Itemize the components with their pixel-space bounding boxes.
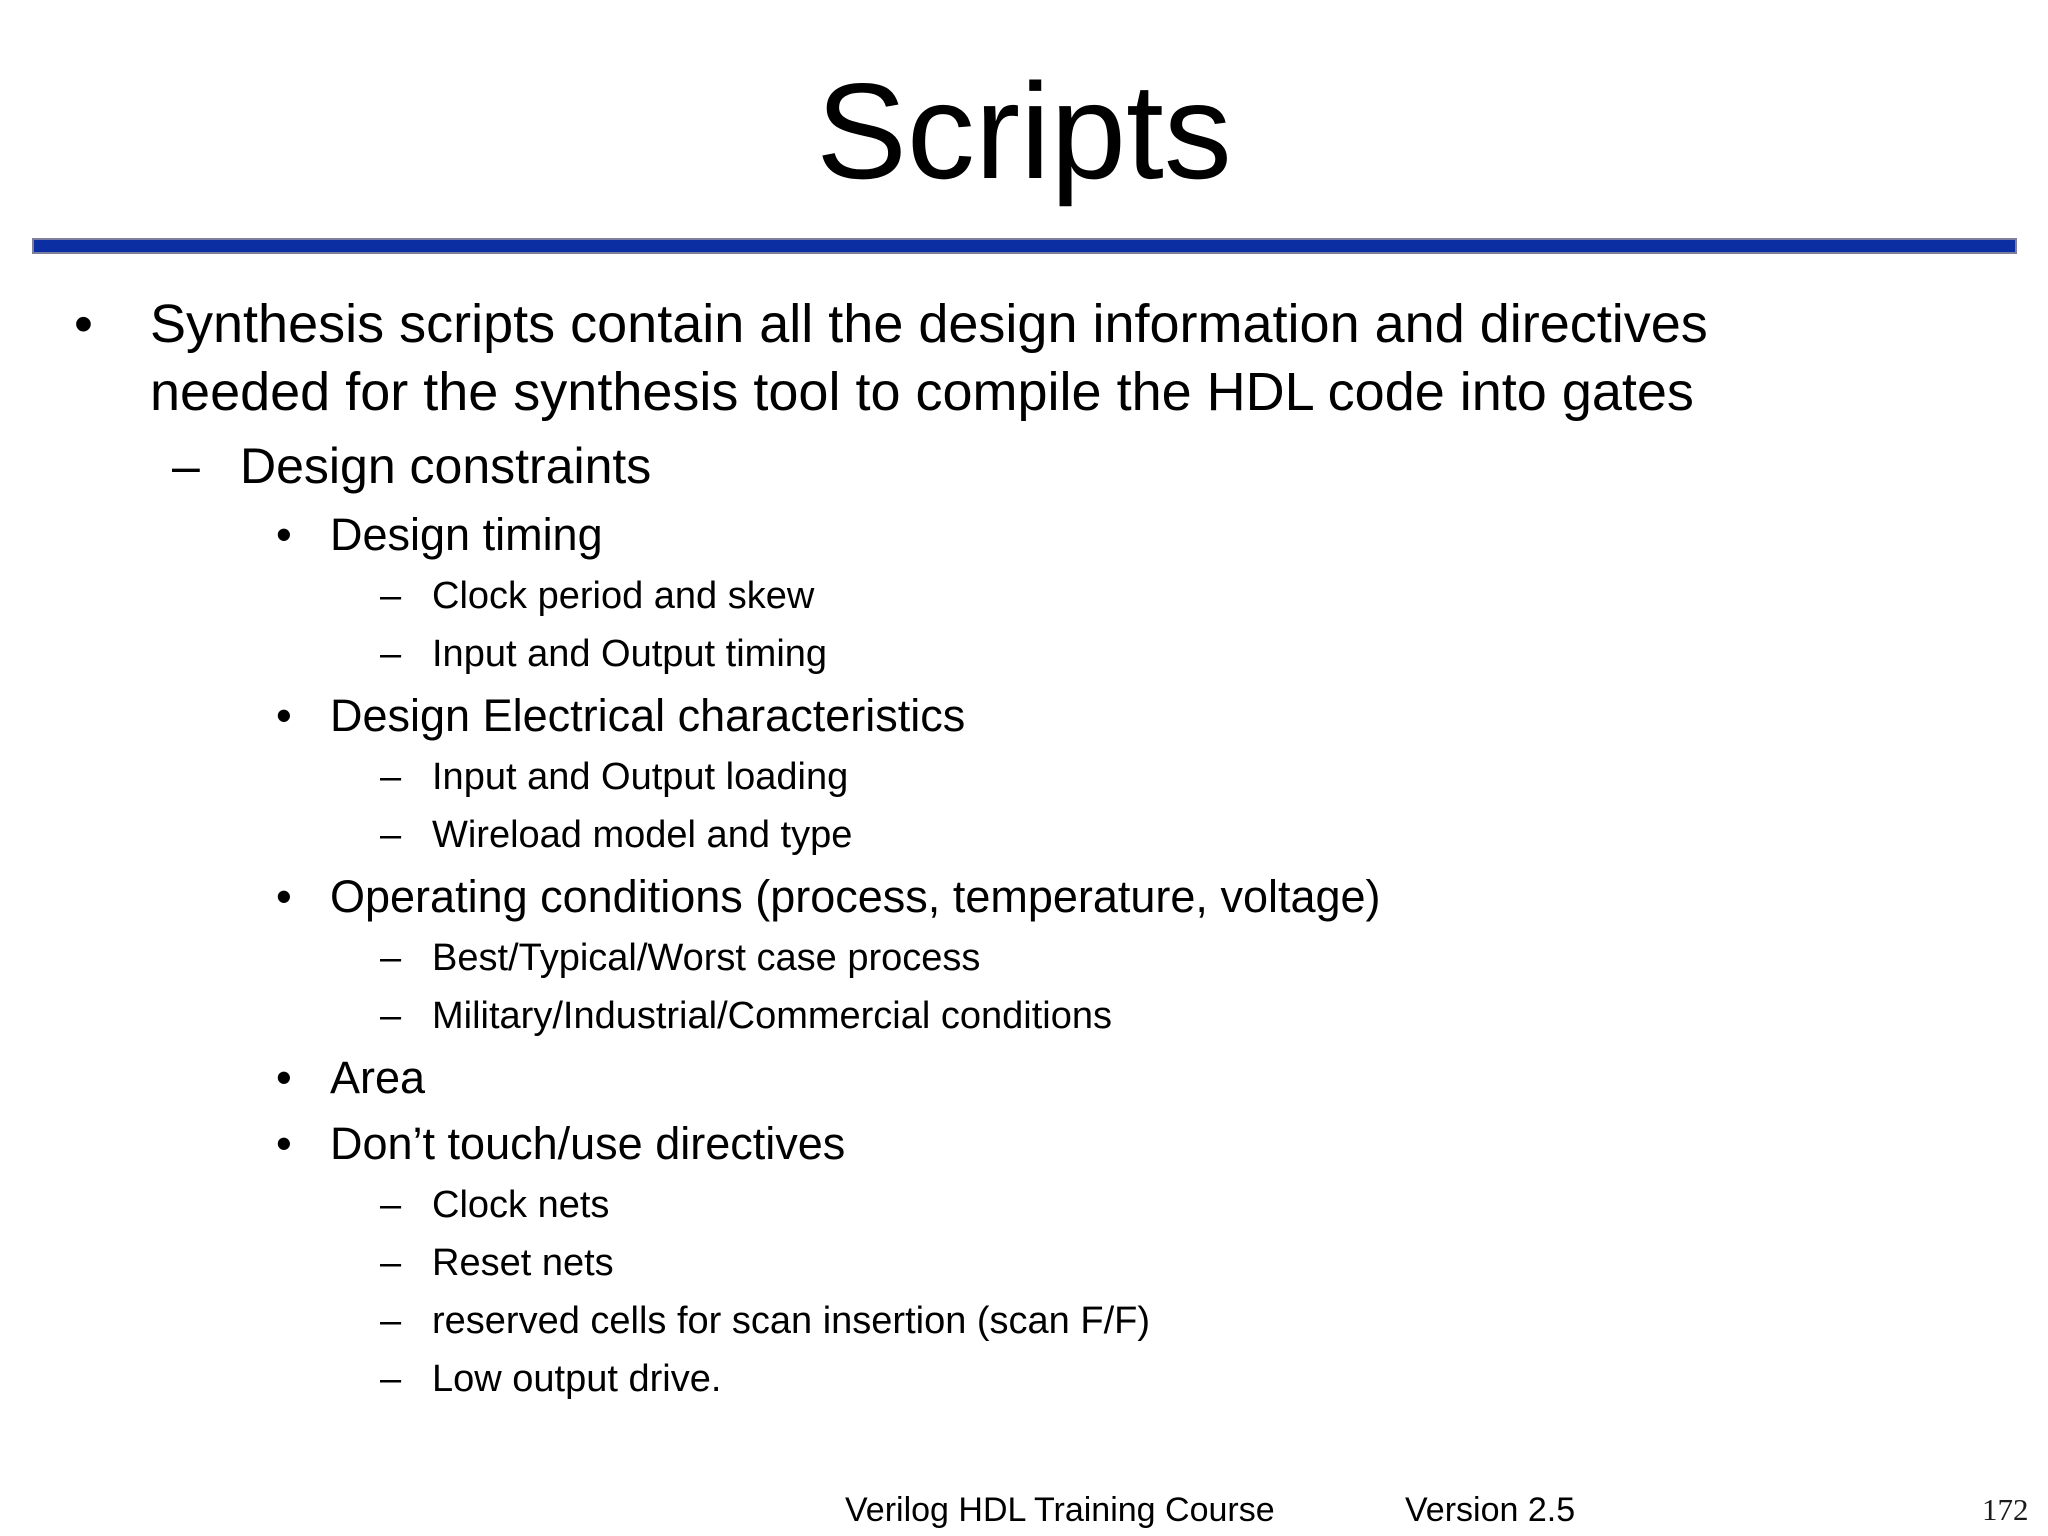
slide-title: Scripts <box>816 55 1232 207</box>
bullet-marker: • <box>276 1118 292 1169</box>
operating-conditions-label: Operating conditions (process, temperature, voltage) <box>330 871 1381 922</box>
dash-marker: – <box>380 575 402 617</box>
area-label: Area <box>330 1052 426 1103</box>
dont-touch-subitem-label: Reset nets <box>432 1242 614 1284</box>
bullet-marker: • <box>74 294 93 354</box>
page-number: 172 <box>1982 1492 2029 1527</box>
dash-marker: – <box>380 995 402 1037</box>
dont-touch-subitem-label: Clock nets <box>432 1184 610 1226</box>
dash-marker: – <box>380 1184 402 1226</box>
timing-subitem-label: Input and Output timing <box>432 633 828 675</box>
bullet-marker: • <box>276 690 292 741</box>
operating-subitem-label: Military/Industrial/Commercial conditions <box>432 995 1112 1037</box>
dash-marker: – <box>380 814 402 856</box>
operating-subitem-label: Best/Typical/Worst case process <box>432 937 981 979</box>
electrical-label: Design Electrical characteristics <box>330 690 966 741</box>
footer-version: Version 2.5 <box>1405 1491 1576 1529</box>
bullet-marker: • <box>276 509 292 560</box>
dash-marker: – <box>380 1358 402 1400</box>
dash-marker: – <box>380 1300 402 1342</box>
dash-marker: – <box>380 1242 402 1284</box>
dont-touch-label: Don’t touch/use directives <box>330 1118 846 1169</box>
dont-touch-subitem-label: reserved cells for scan insertion (scan F/F) <box>432 1300 1151 1342</box>
timing-subitem-label: Clock period and skew <box>432 575 815 617</box>
electrical-subitem-label: Input and Output loading <box>432 756 849 798</box>
design-constraints-label: Design constraints <box>240 438 652 494</box>
main-bullet-text-line-2: needed for the synthesis tool to compile the HDL code into gates <box>150 362 1694 422</box>
dash-marker: – <box>380 937 402 979</box>
footer-course-title: Verilog HDL Training Course <box>845 1491 1275 1529</box>
dash-marker: – <box>380 756 402 798</box>
bullet-marker: • <box>276 1052 292 1103</box>
title-divider <box>34 240 2015 252</box>
bullet-marker: • <box>276 871 292 922</box>
dash-marker: – <box>380 633 402 675</box>
design-timing-label: Design timing <box>330 509 603 560</box>
main-bullet-text-line-1: Synthesis scripts contain all the design information and directives <box>150 294 1708 354</box>
dont-touch-subitem-label: Low output drive. <box>432 1358 722 1400</box>
electrical-subitem-label: Wireload model and type <box>432 814 853 856</box>
dash-marker: – <box>172 438 200 494</box>
